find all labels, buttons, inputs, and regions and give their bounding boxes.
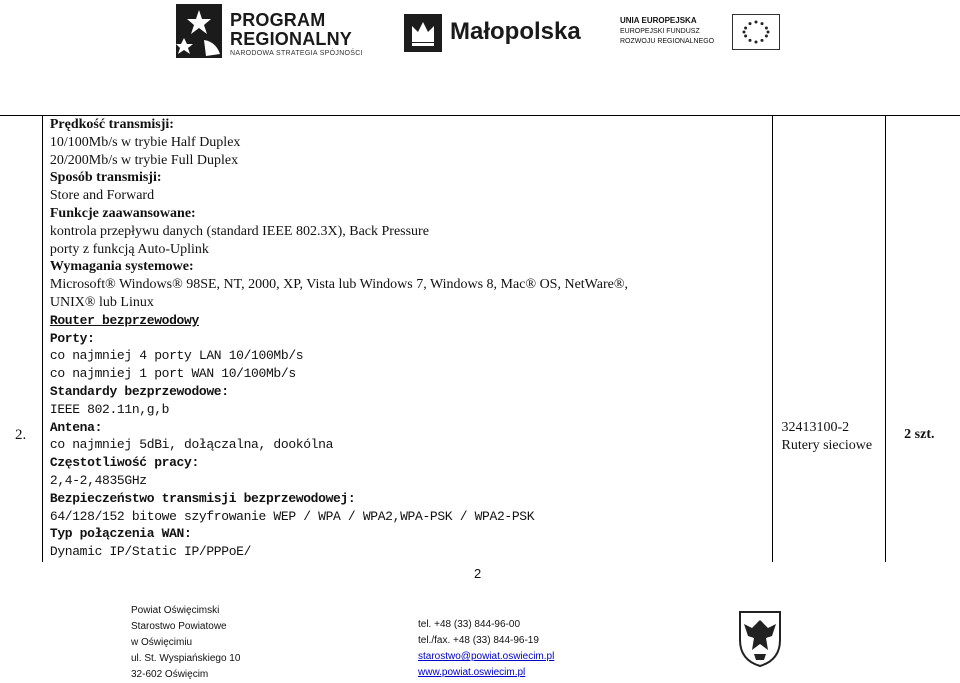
cpv-code-cell: [773, 116, 886, 563]
description-cell: [42, 116, 773, 563]
footer-postcode: 32-602 Oświęcim: [131, 669, 209, 680]
description-line: UNIX® lub Linux: [49, 294, 154, 310]
footer-county: Powiat Oświęcimski: [131, 605, 220, 616]
description-line: co najmniej 5dBi, dołączalna, dookólna: [49, 437, 334, 453]
footer-street: ul. St. Wyspiańskiego 10: [131, 653, 241, 664]
footer: [0, 598, 960, 680]
description-line: 20/200Mb/s w trybie Full Duplex: [49, 152, 239, 168]
description-line: porty z funkcją Auto-Uplink: [49, 241, 209, 257]
description-line: kontrola przepływu danych (standard IEEE 802.3X), Back Pressure: [49, 223, 429, 239]
county-crest-icon: [738, 610, 782, 668]
eu-line2: EUROPEJSKI FUNDUSZ: [620, 28, 700, 35]
row-number-cell: [0, 116, 42, 563]
quantity: 2 szt.: [904, 427, 935, 442]
description-line: Porty:: [49, 330, 95, 346]
footer-office: Starostwo Powiatowe: [131, 621, 227, 632]
description-line: Antena:: [49, 419, 103, 435]
cpv-code-number: 32413100-2: [781, 420, 850, 435]
description-line: Funkcje zaawansowane:: [49, 205, 196, 221]
program-title-line1: PROGRAM: [230, 10, 326, 30]
footer-address: [131, 603, 240, 683]
eu-flag-icon: [732, 14, 780, 50]
eu-fund-logo: [620, 12, 780, 54]
malopolska-wordmark: Małopolska: [450, 18, 581, 45]
description-line: IEEE 802.11n,g,b: [49, 401, 170, 417]
row-number: 2.: [15, 427, 27, 443]
description-line: Bezpieczeństwo transmisji bezprzewodowej:: [49, 490, 356, 506]
footer-email-link[interactable]: starostwo@powiat.oswiecim.pl: [418, 651, 555, 662]
description-line: co najmniej 4 porty LAN 10/100Mb/s: [49, 348, 304, 364]
program-subtitle: NARODOWA STRATEGIA SPÓJNOŚCI: [230, 50, 363, 57]
quantity-cell: [886, 116, 960, 563]
cpv-code-name: Rutery sieciowe: [781, 438, 873, 453]
program-regionalny-logo: [176, 4, 388, 60]
description-line: Dynamic IP/Static IP/PPPoE/: [49, 544, 252, 560]
description-line: Wymagania systemowe:: [49, 259, 194, 275]
specification-table: [0, 115, 960, 562]
footer-website-link[interactable]: www.powiat.oswiecim.pl: [418, 667, 526, 678]
eu-line3: ROZWOJU REGIONALNEGO: [620, 38, 715, 45]
description-line: 64/128/152 bitowe szyfrowanie WEP / WPA / WPA2,WPA-PSK / WPA2-PSK: [49, 508, 535, 524]
footer-phone: tel. +48 (33) 844-96-00: [418, 619, 521, 630]
eu-line1: UNIA EUROPEJSKA: [620, 16, 697, 25]
description-line: Router bezprzewodowy: [49, 312, 199, 328]
description-line: Typ połączenia WAN:: [49, 526, 192, 542]
footer-fax: tel./fax. +48 (33) 844-96-19: [418, 635, 539, 646]
description-line: Częstotliwość pracy:: [49, 455, 199, 471]
page-number: 2: [474, 566, 482, 581]
description-line: Standardy bezprzewodowe:: [49, 383, 229, 399]
footer-city: w Oświęcimiu: [131, 637, 193, 648]
footer-contact: [418, 617, 554, 681]
program-regionalny-icon: [176, 4, 222, 58]
description-line: 2,4-2,4835GHz: [49, 472, 147, 488]
description-line: Microsoft® Windows® 98SE, NT, 2000, XP, Vista lub Windows 7, Windows 8, Mac® OS, NetWare®,: [49, 277, 629, 293]
program-title-line2: REGIONALNY: [230, 29, 353, 49]
table-row: [0, 116, 960, 563]
description-lines: [43, 116, 773, 561]
description-line: Prędkość transmisji:: [49, 117, 174, 132]
description-line: Store and Forward: [49, 188, 155, 204]
malopolska-crown-icon: [404, 14, 442, 52]
description-line: 10/100Mb/s w trybie Half Duplex: [49, 134, 241, 150]
header-logo-bar: [0, 0, 960, 64]
cpv-code: [781, 419, 872, 455]
malopolska-logo: [404, 12, 594, 54]
description-line: Sposób transmisji:: [49, 170, 162, 186]
description-line: co najmniej 1 port WAN 10/100Mb/s: [49, 366, 296, 382]
